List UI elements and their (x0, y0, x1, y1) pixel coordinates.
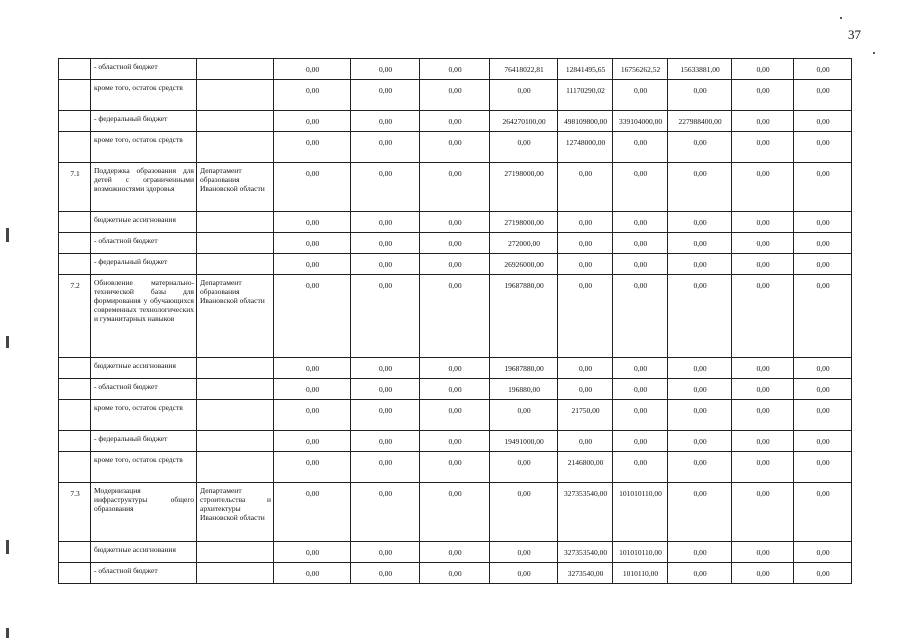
value-cell: 15633881,00 (668, 59, 732, 80)
row-name-cell: бюджетные ассигнования (91, 358, 197, 379)
value-cell: 0,00 (732, 132, 794, 163)
value-cell: 0,00 (668, 254, 732, 275)
value-cell: 0,00 (274, 358, 351, 379)
table-row (59, 233, 852, 254)
value-cell: 0,00 (274, 254, 351, 275)
value-cell: 0,00 (558, 233, 613, 254)
value-cell: 0,00 (351, 132, 420, 163)
value-cell: 264270100,00 (490, 111, 558, 132)
value-cell: 0,00 (613, 212, 668, 233)
value-cell: 0,00 (351, 400, 420, 431)
row-name-cell: - федеральный бюджет (91, 431, 197, 452)
value-cell: 0,00 (794, 59, 852, 80)
department-cell (197, 563, 274, 584)
margin-mark (6, 628, 9, 638)
value-cell: 0,00 (668, 233, 732, 254)
value-cell: 0,00 (420, 275, 490, 358)
row-name-cell: - областной бюджет (91, 59, 197, 80)
value-cell: 0,00 (351, 59, 420, 80)
value-cell: 0,00 (420, 212, 490, 233)
value-cell: 327353540,00 (558, 483, 613, 542)
table-row (59, 483, 852, 542)
row-index-cell (59, 212, 91, 233)
value-cell: 0,00 (490, 452, 558, 483)
value-cell: 0,00 (732, 80, 794, 111)
value-cell: 0,00 (420, 379, 490, 400)
value-cell: 0,00 (794, 483, 852, 542)
value-cell: 11170290,02 (558, 80, 613, 111)
value-cell: 27198000,00 (490, 163, 558, 212)
value-cell: 0,00 (490, 400, 558, 431)
department-cell: Департамент строительства и архитектуры Ивановской области (197, 483, 274, 542)
row-name-cell: кроме того, остаток средств (91, 80, 197, 111)
value-cell: 0,00 (794, 132, 852, 163)
value-cell: 0,00 (274, 59, 351, 80)
table-row (59, 542, 852, 563)
value-cell: 0,00 (420, 452, 490, 483)
row-index-cell (59, 358, 91, 379)
value-cell: 0,00 (274, 542, 351, 563)
value-cell: 0,00 (420, 233, 490, 254)
value-cell: 21750,00 (558, 400, 613, 431)
value-cell: 0,00 (794, 431, 852, 452)
department-cell (197, 59, 274, 80)
value-cell: 0,00 (794, 379, 852, 400)
value-cell: 0,00 (732, 163, 794, 212)
table-row (59, 132, 852, 163)
value-cell: 0,00 (613, 379, 668, 400)
value-cell: 0,00 (668, 212, 732, 233)
value-cell: 196880,00 (490, 379, 558, 400)
scan-speck (873, 52, 875, 54)
table-row (59, 431, 852, 452)
row-name-cell: Модернизация инфраструктуры общего образования (91, 483, 197, 542)
value-cell: 101010110,00 (613, 542, 668, 563)
value-cell: 0,00 (732, 212, 794, 233)
row-index-cell (59, 563, 91, 584)
value-cell: 0,00 (490, 80, 558, 111)
value-cell: 0,00 (351, 563, 420, 584)
value-cell: 0,00 (351, 358, 420, 379)
value-cell: 0,00 (732, 379, 794, 400)
value-cell: 0,00 (351, 111, 420, 132)
row-index-cell (59, 59, 91, 80)
value-cell: 0,00 (420, 59, 490, 80)
value-cell: 0,00 (668, 379, 732, 400)
value-cell: 12748000,00 (558, 132, 613, 163)
value-cell: 0,00 (351, 212, 420, 233)
value-cell: 339104000,00 (613, 111, 668, 132)
value-cell: 0,00 (613, 452, 668, 483)
page-number: 37 (848, 27, 861, 42)
value-cell: 498109800,00 (558, 111, 613, 132)
value-cell: 0,00 (558, 212, 613, 233)
value-cell: 0,00 (732, 431, 794, 452)
row-name-cell: бюджетные ассигнования (91, 212, 197, 233)
value-cell: 0,00 (732, 400, 794, 431)
margin-mark (6, 228, 9, 242)
value-cell: 0,00 (558, 163, 613, 212)
department-cell (197, 358, 274, 379)
value-cell: 0,00 (351, 379, 420, 400)
department-cell (197, 400, 274, 431)
table-row (59, 358, 852, 379)
row-name-cell: Поддержка образования для детей с ограниченными возможностями здоровья (91, 163, 197, 212)
department-cell (197, 80, 274, 111)
value-cell: 0,00 (420, 163, 490, 212)
value-cell: 0,00 (794, 111, 852, 132)
department-cell: Департамент образования Ивановской области (197, 275, 274, 358)
value-cell: 19687880,00 (490, 275, 558, 358)
row-index-cell (59, 132, 91, 163)
table-row (59, 212, 852, 233)
value-cell: 19491000,00 (490, 431, 558, 452)
value-cell: 0,00 (668, 542, 732, 563)
department-cell (197, 452, 274, 483)
row-name-cell: бюджетные ассигнования (91, 542, 197, 563)
value-cell: 0,00 (732, 358, 794, 379)
department-cell (197, 254, 274, 275)
value-cell: 0,00 (732, 275, 794, 358)
value-cell: 2146800,00 (558, 452, 613, 483)
table-row (59, 111, 852, 132)
value-cell: 272000,00 (490, 233, 558, 254)
value-cell: 1010110,00 (613, 563, 668, 584)
row-index-cell (59, 379, 91, 400)
value-cell: 0,00 (420, 483, 490, 542)
row-name-cell: - федеральный бюджет (91, 254, 197, 275)
value-cell: 0,00 (794, 542, 852, 563)
value-cell: 0,00 (668, 452, 732, 483)
value-cell: 0,00 (732, 563, 794, 584)
value-cell: 0,00 (794, 163, 852, 212)
row-index-cell: 7.2 (59, 275, 91, 358)
value-cell: 0,00 (613, 400, 668, 431)
row-index-cell (59, 80, 91, 111)
value-cell: 0,00 (668, 400, 732, 431)
value-cell: 0,00 (420, 111, 490, 132)
department-cell (197, 111, 274, 132)
row-index-cell (59, 431, 91, 452)
value-cell: 0,00 (274, 431, 351, 452)
table-row (59, 254, 852, 275)
department-cell (197, 212, 274, 233)
value-cell: 12841495,65 (558, 59, 613, 80)
value-cell: 0,00 (351, 163, 420, 212)
value-cell: 0,00 (613, 132, 668, 163)
table-row (59, 275, 852, 358)
value-cell: 101010110,00 (613, 483, 668, 542)
value-cell: 0,00 (794, 275, 852, 358)
value-cell: 0,00 (668, 132, 732, 163)
value-cell: 0,00 (420, 358, 490, 379)
value-cell: 0,00 (794, 80, 852, 111)
value-cell: 27198000,00 (490, 212, 558, 233)
value-cell: 0,00 (274, 563, 351, 584)
value-cell: 0,00 (274, 275, 351, 358)
value-cell: 227988400,00 (668, 111, 732, 132)
value-cell: 0,00 (490, 563, 558, 584)
value-cell: 0,00 (274, 483, 351, 542)
department-cell (197, 233, 274, 254)
value-cell: 0,00 (274, 400, 351, 431)
value-cell: 0,00 (794, 254, 852, 275)
value-cell: 0,00 (274, 452, 351, 483)
value-cell: 19687880,00 (490, 358, 558, 379)
value-cell: 26926000,00 (490, 254, 558, 275)
table-row (59, 80, 852, 111)
value-cell: 327353540,00 (558, 542, 613, 563)
value-cell: 0,00 (351, 233, 420, 254)
value-cell: 0,00 (274, 80, 351, 111)
value-cell: 0,00 (351, 275, 420, 358)
department-cell: Департамент образования Ивановской области (197, 163, 274, 212)
budget-table (58, 58, 852, 584)
value-cell: 0,00 (351, 80, 420, 111)
department-cell (197, 542, 274, 563)
value-cell: 0,00 (558, 275, 613, 358)
value-cell: 0,00 (613, 254, 668, 275)
scan-speck (840, 17, 842, 19)
value-cell: 0,00 (490, 483, 558, 542)
row-name-cell: кроме того, остаток средств (91, 452, 197, 483)
value-cell: 0,00 (668, 80, 732, 111)
value-cell: 0,00 (490, 132, 558, 163)
row-name-cell: - областной бюджет (91, 379, 197, 400)
department-cell (197, 132, 274, 163)
table-row (59, 59, 852, 80)
value-cell: 0,00 (351, 483, 420, 542)
value-cell: 0,00 (668, 275, 732, 358)
value-cell: 0,00 (794, 452, 852, 483)
value-cell: 0,00 (668, 483, 732, 542)
table-row (59, 379, 852, 400)
row-name-cell: - областной бюджет (91, 563, 197, 584)
value-cell: 0,00 (420, 132, 490, 163)
value-cell: 0,00 (420, 80, 490, 111)
value-cell: 0,00 (351, 431, 420, 452)
row-index-cell (59, 542, 91, 563)
value-cell: 0,00 (274, 379, 351, 400)
value-cell: 0,00 (794, 212, 852, 233)
value-cell: 0,00 (558, 358, 613, 379)
value-cell: 0,00 (613, 358, 668, 379)
value-cell: 0,00 (274, 233, 351, 254)
value-cell: 0,00 (613, 431, 668, 452)
value-cell: 0,00 (613, 80, 668, 111)
value-cell: 0,00 (732, 59, 794, 80)
row-index-cell (59, 254, 91, 275)
value-cell: 16756262,52 (613, 59, 668, 80)
value-cell: 0,00 (420, 254, 490, 275)
row-index-cell: 7.3 (59, 483, 91, 542)
value-cell: 3273540,00 (558, 563, 613, 584)
value-cell: 0,00 (794, 400, 852, 431)
margin-mark (6, 336, 9, 348)
value-cell: 0,00 (732, 542, 794, 563)
row-name-cell: Обновление материально-технической базы для формирования у обучающихся современных технологических и гуманитарных навыков (91, 275, 197, 358)
value-cell: 0,00 (558, 379, 613, 400)
row-name-cell: - областной бюджет (91, 233, 197, 254)
value-cell: 0,00 (668, 163, 732, 212)
department-cell (197, 431, 274, 452)
value-cell: 0,00 (794, 233, 852, 254)
table-row (59, 452, 852, 483)
row-index-cell (59, 233, 91, 254)
margin-mark (6, 540, 9, 554)
row-index-cell (59, 111, 91, 132)
value-cell: 0,00 (274, 111, 351, 132)
value-cell: 0,00 (794, 358, 852, 379)
table-row (59, 563, 852, 584)
value-cell: 76418022,81 (490, 59, 558, 80)
value-cell: 0,00 (490, 542, 558, 563)
value-cell: 0,00 (420, 542, 490, 563)
value-cell: 0,00 (274, 163, 351, 212)
value-cell: 0,00 (613, 163, 668, 212)
row-index-cell: 7.1 (59, 163, 91, 212)
value-cell: 0,00 (420, 563, 490, 584)
value-cell: 0,00 (351, 452, 420, 483)
row-index-cell (59, 452, 91, 483)
value-cell: 0,00 (420, 431, 490, 452)
value-cell: 0,00 (558, 431, 613, 452)
value-cell: 0,00 (794, 563, 852, 584)
row-name-cell: кроме того, остаток средств (91, 400, 197, 431)
value-cell: 0,00 (351, 254, 420, 275)
row-name-cell: - федеральный бюджет (91, 111, 197, 132)
value-cell: 0,00 (613, 233, 668, 254)
value-cell: 0,00 (668, 431, 732, 452)
value-cell: 0,00 (668, 358, 732, 379)
value-cell: 0,00 (732, 233, 794, 254)
value-cell: 0,00 (420, 400, 490, 431)
department-cell (197, 379, 274, 400)
value-cell: 0,00 (274, 132, 351, 163)
value-cell: 0,00 (732, 483, 794, 542)
value-cell: 0,00 (732, 111, 794, 132)
value-cell: 0,00 (668, 563, 732, 584)
row-name-cell: кроме того, остаток средств (91, 132, 197, 163)
value-cell: 0,00 (613, 275, 668, 358)
table-row (59, 400, 852, 431)
value-cell: 0,00 (732, 254, 794, 275)
value-cell: 0,00 (558, 254, 613, 275)
table-row (59, 163, 852, 212)
row-index-cell (59, 400, 91, 431)
value-cell: 0,00 (351, 542, 420, 563)
value-cell: 0,00 (732, 452, 794, 483)
value-cell: 0,00 (274, 212, 351, 233)
